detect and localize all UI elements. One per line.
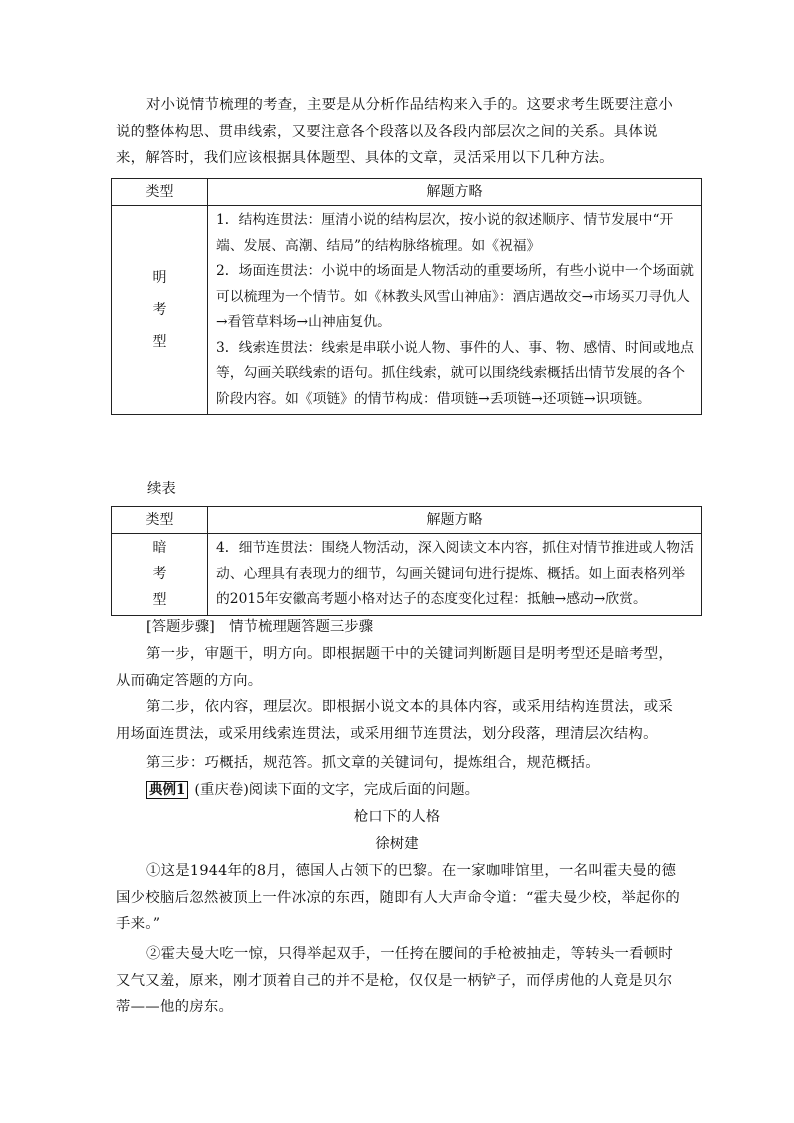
strategy-table-2: [111, 506, 702, 616]
example-line: [146, 777, 479, 803]
strategy-cell: [208, 534, 702, 616]
type-char: 考: [152, 302, 167, 318]
example-tag: 典例1: [146, 781, 188, 799]
type-char: 型: [152, 334, 167, 350]
step-paragraph: 第三步：巧概括，规范答。抓文章的关键词句，提炼组合，规范概括。: [146, 755, 600, 771]
strategy-table-1: [111, 178, 702, 415]
strategy-item: 1．结构连贯法：厘清小说的结构层次，按小说的叙述顺序、情节发展中“开端、发展、高潮、结局”的结构脉络梳理。如《祝福》: [216, 212, 674, 254]
type-char: 考: [152, 566, 167, 583]
header-strategy: 解题方略: [208, 507, 702, 534]
step-paragraph: 第二步，依内容，理层次。即根据小说文本的具体内容，或采用结构连贯法，或采用场面连贯法，或采用线索连贯法，或采用细节连贯法，划分段落，理清层次结构。: [116, 699, 674, 742]
type-cell-implicit: [112, 534, 208, 616]
header-type: 类型: [112, 179, 208, 206]
example-text: (重庆卷)阅读下面的文字，完成后面的问题。: [194, 782, 480, 798]
story-paragraph: ①这是1944年的8月，德国人占领下的巴黎。在一家咖啡馆里，一名叫霍夫曼的德国少校脑后忽然被顶上一件冰凉的东西，随即有人大声命令道：“霍夫曼少校，举起你的手来。”: [116, 863, 680, 932]
story-paragraph: ②霍夫曼大吃一惊，只得举起双手，一任挎在腰间的手枪被抽走，等转头一看顿时又气又羞，原来，刚才顶着自己的并不是枪，仅仅是一柄铲子，而俘虏他的人竟是贝尔蒂——他的房东。: [116, 946, 674, 1015]
header-strategy: 解题方略: [208, 179, 702, 206]
type-label-vertical: [150, 265, 170, 355]
table-row: [112, 206, 702, 415]
type-char: 型: [152, 592, 167, 609]
step-paragraph: 第一步，审题干，明方向。即根据题干中的关键词判断题目是明考型还是暗考型，从而确定答题的方向。: [116, 646, 674, 689]
strategy-item: 4．细节连贯法：围绕人物活动，深入阅读文本内容，抓住对情节推进或人物活动、心理具有表现力的细节，勾画关键词句进行提炼、概括。如上面表格列举的2015年安徽高考题小格对达子的态度变化过程：抵触→感动→欣赏。: [216, 540, 694, 607]
table-row: [112, 534, 702, 616]
steps-heading: [答题步骤] 情节梳理题答题三步骤: [146, 619, 374, 635]
table-header-row: [112, 179, 702, 206]
type-char: 暗: [152, 540, 167, 557]
strategy-item: 3．线索连贯法：线索是串联小说人物、事件的人、事、物、感情、时间或地点等，勾画关联线索的语句。抓住线索，就可以围绕线索概括出情节发展的各个阶段内容。如《项链》的情节构成：借项链→丢项链→还项链→识项链。: [216, 339, 694, 407]
story-title: 枪口下的人格: [353, 809, 441, 825]
table-header-row: [112, 507, 702, 534]
story-author: 徐树建: [375, 836, 419, 852]
type-cell-explicit: [112, 206, 208, 415]
intro-paragraph: 对小说情节梳理的考查，主要是从分析作品结构来入手的。这要求考生既要注意小说的整体构思、贯串线索，又要注意各个段落以及各段内部层次之间的关系。具体说来，解答时，我们应该根据具体题型、具体的文章，灵活采用以下几种方法。: [116, 97, 674, 166]
type-label-vertical: [150, 535, 170, 613]
type-char: 明: [152, 270, 167, 286]
header-type: 类型: [112, 507, 208, 534]
strategy-cell: [208, 206, 702, 415]
strategy-item: 2．场面连贯法：小说中的场面是人物活动的重要场所，有些小说中一个场面就可以梳理为一个情节。如《林教头风雪山神庙》：酒店遇故交→市场买刀寻仇人→看管草料场→山神庙复仇。: [216, 263, 694, 330]
continued-label: 续表: [147, 481, 176, 497]
